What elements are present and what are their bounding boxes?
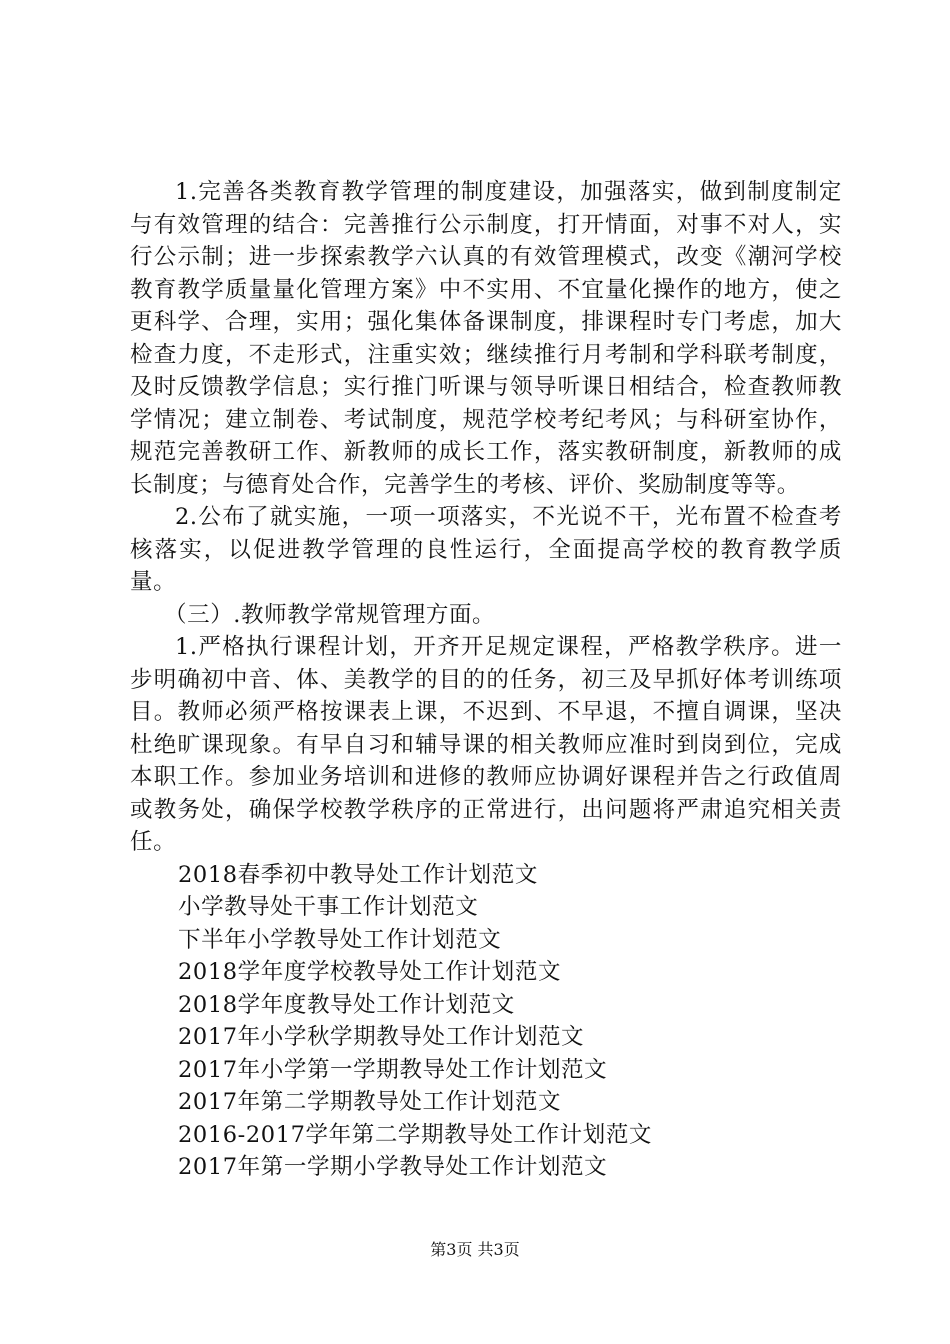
paragraph-implementation: 2.公布了就实施，一项一项落实，不光说不干，光布置不检查考核落实，以促进教学管理的良性运行，全面提高学校的教育教学质量。 <box>130 504 842 595</box>
document-page <box>130 176 842 1184</box>
related-article-link[interactable]: 2017年第一学期小学教导处工作计划范文 <box>178 1154 608 1180</box>
related-article-link[interactable]: 2018学年度学校教导处工作计划范文 <box>178 959 562 985</box>
paragraph-system-building: 1.完善各类教育教学管理的制度建设，加强落实，做到制度制定与有效管理的结合：完善推行公示制度，打开情面，对事不对人，实行公示制；进一步探索教学六认真的有效管理模式，改变《潮河学校教育教学质量量化管理方案》中不实用、不宜量化操作的地方，使之更科学、合理，实用；强化集体备课制度，排课程时专门考虑，加大检查力度，不走形式，注重实效；继续推行月考制和学科联考制度，及时反馈教学信息；实行推门听课与领导听课日相结合，检查教师教学情况；建立制卷、考试制度，规范学校考纪考风；与科研室协作，规范完善教研工作、新教师的成长工作，落实教研制度，新教师的成长制度；与德育处合作，完善学生的考核、评价、奖励制度等等。 <box>130 179 842 498</box>
related-article-link[interactable]: 小学教导处干事工作计划范文 <box>178 894 479 920</box>
related-article-link[interactable]: 下半年小学教导处工作计划范文 <box>178 926 502 953</box>
related-article-link[interactable]: 2018春季初中教导处工作计划范文 <box>178 861 538 888</box>
page-number-footer: 第3页 共3页 <box>430 1240 520 1259</box>
paragraph-course-plan: 1.严格执行课程计划，开齐开足规定课程，严格教学秩序。进一步明确初中音、体、美教学的目的的任务，初三及早抓好体考训练项目。教师必须严格按课表上课，不迟到、不早退，不擅自调课，坚决杜绝旷课现象。有早自习和辅导课的相关教师应准时到岗到位，完成本职工作。参加业务培训和进修的教师应协调好课程并告之行政值周或教务处，确保学校教学秩序的正常进行，出问题将严肃追究相关责任。 <box>130 634 842 855</box>
related-articles-list <box>130 859 842 1184</box>
related-article-link[interactable]: 2018学年度教导处工作计划范文 <box>178 991 515 1018</box>
related-article-link[interactable]: 2016-2017学年第二学期教导处工作计划范文 <box>178 1121 653 1148</box>
related-article-link[interactable]: 2017年小学秋学期教导处工作计划范文 <box>178 1024 585 1050</box>
related-article-link[interactable]: 2017年第二学期教导处工作计划范文 <box>178 1089 562 1115</box>
section-heading-teacher-routine: （三）.教师教学常规管理方面。 <box>164 601 496 628</box>
related-article-link[interactable]: 2017年小学第一学期教导处工作计划范文 <box>178 1056 608 1083</box>
